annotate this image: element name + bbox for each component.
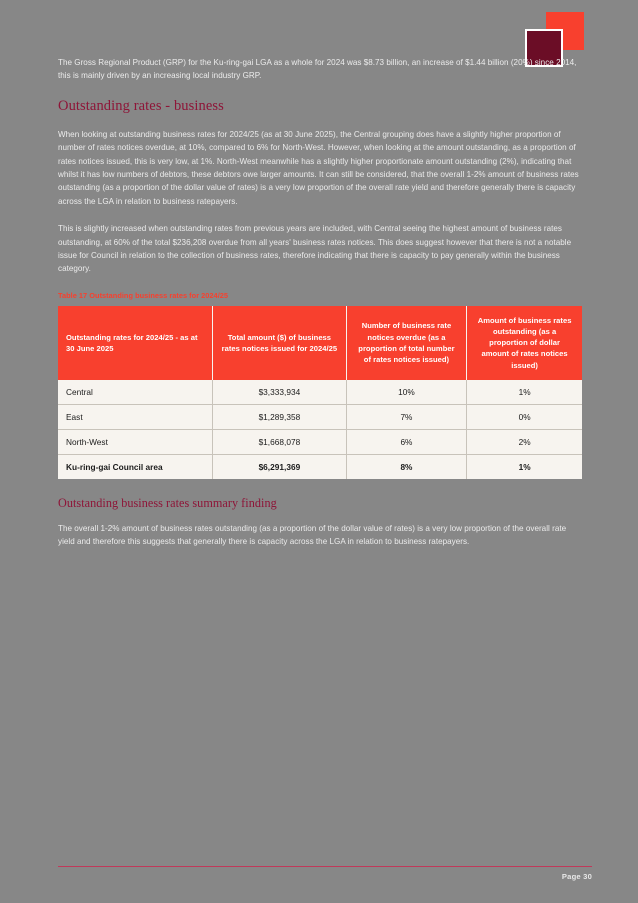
table-cell-label: North-West: [58, 429, 213, 454]
table-header-cell-amount-outstanding: Amount of business rates outstanding (as a proportion of dollar amount of rates notices issued): [467, 306, 582, 380]
table-row-total: [58, 454, 582, 479]
table-header-cell-total-amount: Total amount ($) of business rates notices issued for 2024/25: [213, 306, 347, 380]
table-cell-notices-overdue: 6%: [346, 429, 467, 454]
table-cell-notices-overdue: 8%: [346, 454, 467, 479]
outstanding-business-rates-table: [58, 306, 582, 479]
section-heading-outstanding-rates: Outstanding rates - business: [58, 97, 224, 114]
paragraph-2: This is slightly increased when outstanding rates from previous years are included, with Central seeing the highest amount of business rates outstanding, at 60% of the total $236,208 overdue from all years' business rates notices. This does suggest however that there is not a notable issue for Council in relation to the collection of business rates, therefore indicating that there is capacity to pay generally within the business category.: [58, 224, 572, 274]
section-heading-summary-finding: Outstanding business rates summary finding: [58, 495, 277, 510]
table-cell-amount-outstanding: 0%: [467, 404, 582, 429]
footer-divider: [58, 866, 592, 868]
table-header-cell-notices-overdue: Number of business rate notices overdue (as a proportion of total number of rates notices issued): [346, 306, 467, 380]
table-header-row: [58, 306, 582, 380]
document-content: [58, 56, 582, 563]
table-cell-total-amount: $1,668,078: [213, 429, 347, 454]
paragraph-1: When looking at outstanding business rates for 2024/25 (as at 30 June 2025), the Central grouping does have a slightly higher proportion of number of rates notices overdue, at 10%, compared to 6% for North-West. However, when looking at the amount outstanding, as a proportion of rates notices issued, this is very low, at 1%. North-West meanwhile has a slightly higher proportionate amount outstanding (2%), indicating that whilst it has low numbers of debtors, these debtors owe larger amounts. It can still be considered, that the overall 1-2% amount of business rates outstanding (as a proportion of the dollar value of rates) is a very low proportion of the overall rate yield and therefore generally there is capacity across the LGA in relation to business ratepayers.: [58, 129, 579, 206]
table-row: [58, 404, 582, 429]
page-footer: [58, 866, 592, 882]
table-cell-label: East: [58, 404, 213, 429]
table-cell-notices-overdue: 10%: [346, 380, 467, 405]
table-cell-amount-outstanding: 1%: [467, 380, 582, 405]
table-caption: Table 17 Outstanding business rates for 2024/25: [58, 290, 229, 300]
table-header-cell-category: Outstanding rates for 2024/25 - as at 30 June 2025: [58, 306, 213, 380]
table-cell-label: Ku-ring-gai Council area: [58, 454, 213, 479]
table-cell-total-amount: $6,291,369: [213, 454, 347, 479]
table-cell-amount-outstanding: 1%: [467, 454, 582, 479]
page-number: Page 30: [561, 872, 592, 881]
intro-paragraph: The Gross Regional Product (GRP) for the Ku-ring-gai LGA as a whole for 2024 was $8.73 billion, an increase of $1.44 billion (20%) since 2014, this is mainly driven by an increasing local industry GRP.: [58, 58, 577, 81]
table-row: [58, 380, 582, 405]
table-cell-total-amount: $1,289,358: [213, 404, 347, 429]
table-cell-amount-outstanding: 2%: [467, 429, 582, 454]
table-cell-total-amount: $3,333,934: [213, 380, 347, 405]
paragraph-summary: The overall 1-2% amount of business rates outstanding (as a proportion of the dollar value of rates) is a very low proportion of the overall rate yield and therefore this suggests that generally there is capacity across the LGA in relation to business ratepayers.: [58, 523, 567, 547]
table-cell-label: Central: [58, 380, 213, 405]
table-row: [58, 429, 582, 454]
table-cell-notices-overdue: 7%: [346, 404, 467, 429]
